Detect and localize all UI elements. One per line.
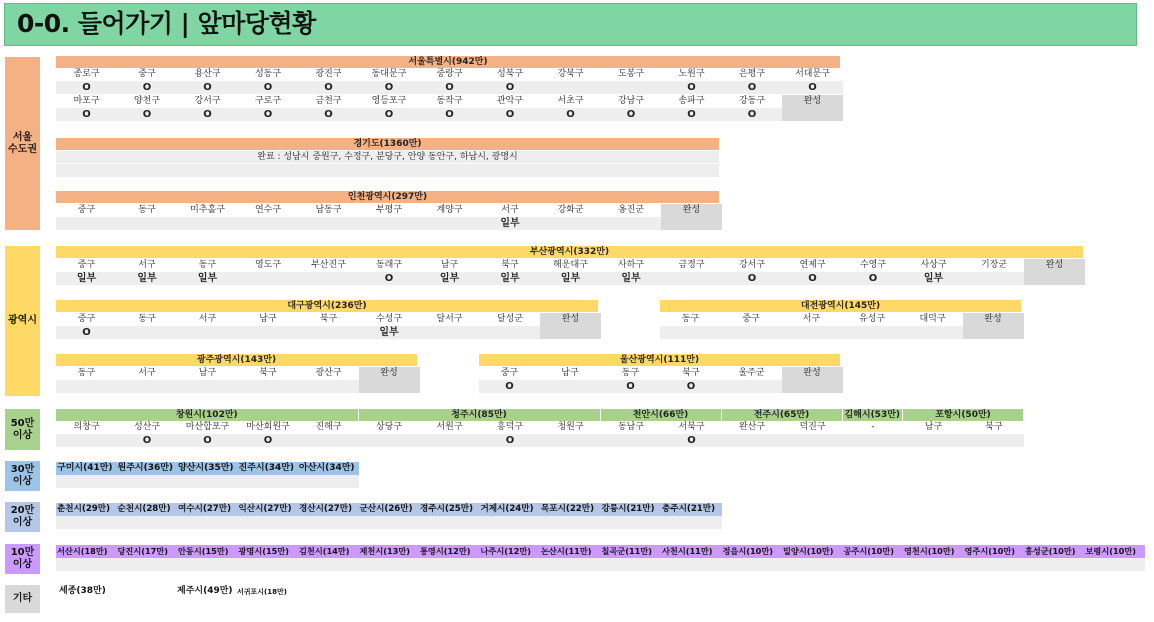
over50-city-header: 김해시(53만) (844, 410, 901, 420)
seoul-status (601, 81, 662, 94)
incheon-status (298, 217, 359, 230)
ulsan-district: 중구 (500, 368, 519, 378)
incheon-district: 남동구 (315, 205, 342, 215)
busan-district: 중구 (77, 260, 96, 270)
over50-district: 동남구 (617, 422, 645, 432)
daegu-status: 일부 (379, 327, 399, 338)
incheon-district: 계양구 (436, 205, 463, 215)
over50-city-header: 전주시(65만) (722, 409, 842, 421)
over50-district: 흥덕구 (496, 422, 524, 432)
over10-city: 나주시(12만) (480, 545, 541, 558)
over20-city: 경주시(25만) (419, 503, 480, 516)
busan-district: 연제구 (799, 260, 826, 270)
over10-city: 논산시(11만) (540, 545, 601, 558)
gyeonggi-note: 완료 : 성남시 중원구, 수정구, 분당구, 안양 동안구, 하남시, 광명시 (56, 151, 719, 163)
category-over20: 20만 이상 (5, 502, 40, 532)
seoul-status: O (324, 82, 333, 93)
seoul-district: 용산구 (194, 69, 221, 79)
seoul-status: O (808, 82, 817, 93)
daegu-district: 서구 (198, 314, 217, 324)
over50-status (56, 434, 117, 447)
over30-city: 아산시(34만) (298, 462, 359, 475)
over20-city: 춘천시(29만) (56, 503, 117, 516)
gwangju-status (177, 380, 238, 393)
daejeon-district: 서구 (802, 314, 821, 324)
incheon-district: 서구 (501, 205, 519, 215)
over50-city-header: 포항시(50만) (903, 409, 1023, 421)
over50-status (419, 434, 480, 447)
seoul-district: 동대문구 (371, 69, 407, 79)
seoul-district: 서초구 (557, 96, 584, 106)
busan-status: O (808, 273, 817, 284)
seoul-status: O (142, 82, 152, 93)
over10-city: 서산시(18만) (56, 545, 117, 558)
over50-district: 진해구 (315, 422, 342, 432)
gyeonggi-blank-row (56, 164, 719, 177)
busan-status: 일부 (621, 273, 641, 284)
ulsan-status (721, 380, 782, 393)
busan-district: 영도구 (254, 260, 282, 270)
over20-city: 익산시(27만) (238, 503, 299, 516)
seoul-status: O (142, 109, 152, 120)
busan-district: 부산진구 (311, 260, 346, 270)
daejeon-status (902, 326, 963, 339)
over10-city: 영천시(10만) (903, 545, 964, 558)
seoul-status: O (505, 109, 515, 120)
over30-city: 진주시(34만) (238, 462, 299, 475)
seoul-status: O (203, 109, 212, 120)
over50-district: - (871, 422, 875, 432)
over50-district: 서북구 (678, 422, 705, 432)
incheon-status: 일부 (500, 218, 520, 229)
seoul-district: 강남구 (617, 96, 645, 106)
over10-city: 밀양시(10만) (782, 545, 843, 558)
daegu-status (298, 326, 359, 339)
seoul-status: O (626, 109, 636, 120)
over30-city: 원주시(36만) (117, 462, 178, 475)
busan-district: 완성 (1024, 259, 1085, 272)
over50-district: 성산구 (133, 422, 161, 432)
over50-district: 완산구 (738, 422, 766, 432)
category-metro: 광역시 (5, 246, 40, 396)
row-stripe (56, 558, 1145, 571)
over50-city-header: 청주시(85만) (359, 409, 600, 421)
seoul-status (782, 108, 843, 121)
seoul-header: 서울특별시(942만) (56, 56, 840, 68)
busan-status: 일부 (76, 273, 97, 284)
busan-district: 동래구 (375, 260, 403, 270)
over30-city: 구미시(41만) (56, 462, 117, 475)
seoul-status: O (384, 109, 394, 120)
seoul-district: 강동구 (738, 96, 766, 106)
daejeon-header: 대전광역시(145만) (660, 300, 1021, 312)
over50-status: O (505, 435, 515, 446)
over10-city: 보령시(10만) (1085, 545, 1146, 558)
over50-status (903, 434, 964, 447)
daegu-district: 중구 (77, 314, 96, 324)
daejeon-district: 완성 (963, 313, 1024, 326)
daegu-status (419, 326, 480, 339)
ulsan-status: O (686, 381, 696, 392)
gwangju-header: 광주광역시(143만) (56, 354, 417, 366)
daejeon-district: 유성구 (858, 314, 886, 324)
over50-district: 마산합포구 (185, 422, 230, 432)
gwangju-district: 동구 (77, 368, 96, 378)
over20-city: 충주시(21만) (661, 503, 722, 516)
over20-city: 거제시(24만) (480, 503, 541, 516)
daegu-header: 대구광역시(236만) (56, 300, 598, 312)
busan-status: O (384, 273, 394, 284)
seoul-status: O (263, 82, 273, 93)
seoul-district: 강서구 (194, 96, 221, 106)
incheon-status (359, 217, 420, 230)
busan-header: 부산광역시(332만) (56, 246, 1083, 258)
seoul-status: O (687, 82, 696, 93)
category-capital: 서울 수도권 (5, 57, 40, 230)
over50-district: 의창구 (73, 422, 100, 432)
seoul-district: 성동구 (254, 69, 282, 79)
seoul-status: O (384, 82, 394, 93)
over50-district: 북구 (985, 422, 1003, 432)
seoul-district: 완성 (782, 95, 843, 108)
busan-status: 일부 (439, 273, 460, 284)
gwangju-status (298, 380, 359, 393)
busan-district: 수영구 (859, 260, 887, 270)
over50-status: O (142, 435, 152, 446)
busan-status (661, 272, 722, 285)
over10-city: 안동시(15만) (177, 545, 238, 558)
over10-city: 통영시(12만) (419, 545, 480, 558)
daegu-status (117, 326, 178, 339)
busan-district: 강서구 (738, 260, 766, 270)
over50-status (722, 434, 783, 447)
row-stripe (56, 475, 359, 488)
busan-status: O (747, 273, 757, 284)
incheon-header: 인천광역시(297만) (56, 191, 719, 203)
incheon-district: 강화군 (557, 205, 584, 215)
daegu-status (238, 326, 299, 339)
seoul-status: O (747, 82, 757, 93)
gwangju-district: 광산구 (315, 368, 342, 378)
gwangju-status (238, 380, 299, 393)
ulsan-district: 남구 (561, 368, 579, 378)
seoul-district: 금천구 (315, 96, 342, 106)
daejeon-status (842, 326, 903, 339)
over50-city-header: 천안시(66만) (601, 409, 721, 421)
seoul-district: 구로구 (254, 96, 282, 106)
incheon-district: 동구 (138, 205, 156, 215)
daejeon-status (660, 326, 721, 339)
ulsan-district: 북구 (682, 368, 700, 378)
category-over50: 50만 이상 (5, 409, 40, 450)
daegu-district: 수성구 (375, 314, 403, 324)
over10-city: 정읍시(10만) (722, 545, 783, 558)
incheon-status (540, 217, 601, 230)
seoul-district: 중랑구 (436, 69, 463, 79)
over50-district: 덕진구 (799, 422, 826, 432)
daejeon-district: 대덕구 (919, 314, 946, 324)
busan-status (298, 272, 359, 285)
busan-district: 동구 (198, 260, 217, 270)
incheon-district: 옹진군 (617, 205, 645, 215)
busan-status: 일부 (137, 273, 157, 284)
seoul-district: 광진구 (315, 69, 342, 79)
incheon-district: 미추홀구 (190, 205, 225, 215)
over50-district: 마산회원구 (246, 422, 290, 432)
ulsan-district: 동구 (621, 368, 640, 378)
gwangju-district: 서구 (138, 368, 156, 378)
over20-city: 순천시(28만) (117, 503, 178, 516)
incheon-status (419, 217, 480, 230)
over50-status (540, 434, 601, 447)
daegu-status (540, 326, 601, 339)
over50-city-header: 창원시(102만) (56, 409, 358, 421)
over20-city: 강릉시(21만) (601, 503, 662, 516)
ulsan-district: 완성 (782, 367, 843, 380)
seoul-status: O (747, 109, 757, 120)
over50-status (964, 434, 1025, 447)
over50-district: 남구 (924, 422, 943, 432)
over50-district: 서원구 (436, 422, 463, 432)
busan-status (1024, 272, 1085, 285)
seoul-status: O (203, 82, 212, 93)
category-over30: 30만 이상 (5, 461, 40, 491)
page-title: 0-0. 들어가기 | 앞마당현황 (4, 3, 1137, 46)
incheon-status (661, 217, 722, 230)
busan-district: 남구 (440, 260, 459, 270)
incheon-district: 완성 (661, 204, 722, 217)
over10-city: 칠곡군(11만) (601, 545, 662, 558)
seoul-status: O (82, 82, 91, 93)
busan-status (238, 272, 299, 285)
gwangju-district: 남구 (198, 368, 217, 378)
seoul-status: O (566, 109, 575, 120)
over10-city: 광명시(15만) (238, 545, 299, 558)
busan-district: 북구 (501, 260, 519, 270)
daegu-status (480, 326, 541, 339)
category-over10: 10만 이상 (5, 544, 40, 574)
daejeon-district: 중구 (742, 314, 760, 324)
daejeon-district: 동구 (681, 314, 700, 324)
daegu-district: 달성군 (496, 314, 524, 324)
busan-status: 일부 (197, 273, 218, 284)
seoul-status (540, 81, 601, 94)
over50-status: O (687, 435, 696, 446)
busan-district: 금정구 (678, 260, 705, 270)
seoul-status: O (505, 82, 515, 93)
over50-district: 상당구 (375, 422, 403, 432)
busan-status (964, 272, 1025, 285)
over50-status (298, 434, 359, 447)
busan-status: 일부 (923, 273, 944, 284)
seoul-district: 도봉구 (617, 69, 645, 79)
seoul-district: 강북구 (557, 69, 584, 79)
over50-status (601, 434, 662, 447)
busan-status: 일부 (560, 273, 581, 284)
seoul-district: 서대문구 (795, 69, 830, 79)
over10-city: 영주시(10만) (964, 545, 1025, 558)
ulsan-status: O (626, 381, 635, 392)
seoul-status: O (263, 109, 273, 120)
daegu-district: 달서구 (436, 314, 463, 324)
seoul-district: 송파구 (678, 96, 705, 106)
row-stripe (56, 516, 722, 529)
incheon-district: 연수구 (254, 205, 282, 215)
seoul-district: 성북구 (496, 69, 524, 79)
ulsan-status (540, 380, 601, 393)
over20-city: 목포시(22만) (540, 503, 601, 516)
seoul-district: 중구 (138, 69, 156, 79)
gwangju-status (117, 380, 178, 393)
over20-city: 경산시(27만) (298, 503, 359, 516)
busan-district: 해운대구 (553, 260, 588, 270)
gwangju-status (359, 380, 420, 393)
over30-city: 양산시(35만) (177, 462, 238, 475)
incheon-district: 부평구 (375, 205, 403, 215)
seoul-district: 관악구 (496, 96, 524, 106)
over20-city: 여수시(27만) (177, 503, 238, 516)
incheon-status (601, 217, 662, 230)
category-etc: 기타 (5, 585, 40, 613)
etc-seogwipo: 서귀포시(18만) (237, 588, 287, 596)
daejeon-status (721, 326, 782, 339)
over50-status: O (263, 435, 273, 446)
seoul-district: 동작구 (436, 96, 463, 106)
incheon-status (56, 217, 117, 230)
busan-status: 일부 (500, 273, 520, 284)
ulsan-district: 울주군 (738, 368, 765, 378)
gyeonggi-header: 경기도(1360만) (56, 138, 719, 150)
seoul-status: O (687, 109, 696, 120)
busan-district: 사상구 (920, 260, 947, 270)
seoul-district: 노원구 (678, 69, 705, 79)
seoul-status: O (445, 82, 454, 93)
busan-district: 기장군 (980, 260, 1008, 270)
incheon-status (117, 217, 178, 230)
over50-status (782, 434, 843, 447)
seoul-status: O (82, 109, 91, 120)
over10-city: 제천시(13만) (359, 545, 420, 558)
ulsan-status (782, 380, 843, 393)
incheon-status (238, 217, 299, 230)
over10-city: 사천시(11만) (661, 545, 722, 558)
daejeon-status (781, 326, 842, 339)
daegu-district: 북구 (319, 314, 338, 324)
ulsan-status: O (505, 381, 514, 392)
over10-city: 김천시(14만) (298, 545, 359, 558)
seoul-status: O (324, 109, 333, 120)
etc-sejong: 세종(38만) (59, 586, 106, 596)
busan-district: 서구 (138, 260, 156, 270)
seoul-district: 양천구 (133, 96, 161, 106)
gwangju-district: 북구 (259, 368, 277, 378)
busan-district: 사하구 (617, 260, 645, 270)
over10-city: 공주시(10만) (843, 545, 904, 558)
etc-jeju: 제주시(49만) (177, 586, 233, 596)
seoul-status: O (445, 109, 454, 120)
incheon-status (177, 217, 238, 230)
daegu-status: O (82, 327, 91, 338)
seoul-district: 마포구 (73, 96, 100, 106)
seoul-district: 은평구 (738, 69, 766, 79)
ulsan-header: 울산광역시(111만) (479, 354, 840, 366)
incheon-district: 중구 (77, 205, 96, 215)
daegu-district: 완성 (540, 313, 601, 326)
seoul-district: 종로구 (73, 69, 100, 79)
over50-status (843, 434, 904, 447)
daegu-status (177, 326, 238, 339)
gwangju-status (56, 380, 117, 393)
daegu-district: 남구 (259, 314, 277, 324)
over50-district: 청원구 (557, 422, 584, 432)
daejeon-status (963, 326, 1024, 339)
over10-city: 당진시(17만) (117, 545, 178, 558)
seoul-district: 영등포구 (371, 96, 407, 106)
over10-city: 홍성군(10만) (1024, 545, 1085, 558)
over50-status: O (203, 435, 212, 446)
over20-city: 군산시(26만) (359, 503, 420, 516)
gwangju-district: 완성 (359, 367, 420, 380)
busan-status: O (868, 273, 878, 284)
over50-status (359, 434, 420, 447)
daegu-district: 동구 (138, 314, 156, 324)
